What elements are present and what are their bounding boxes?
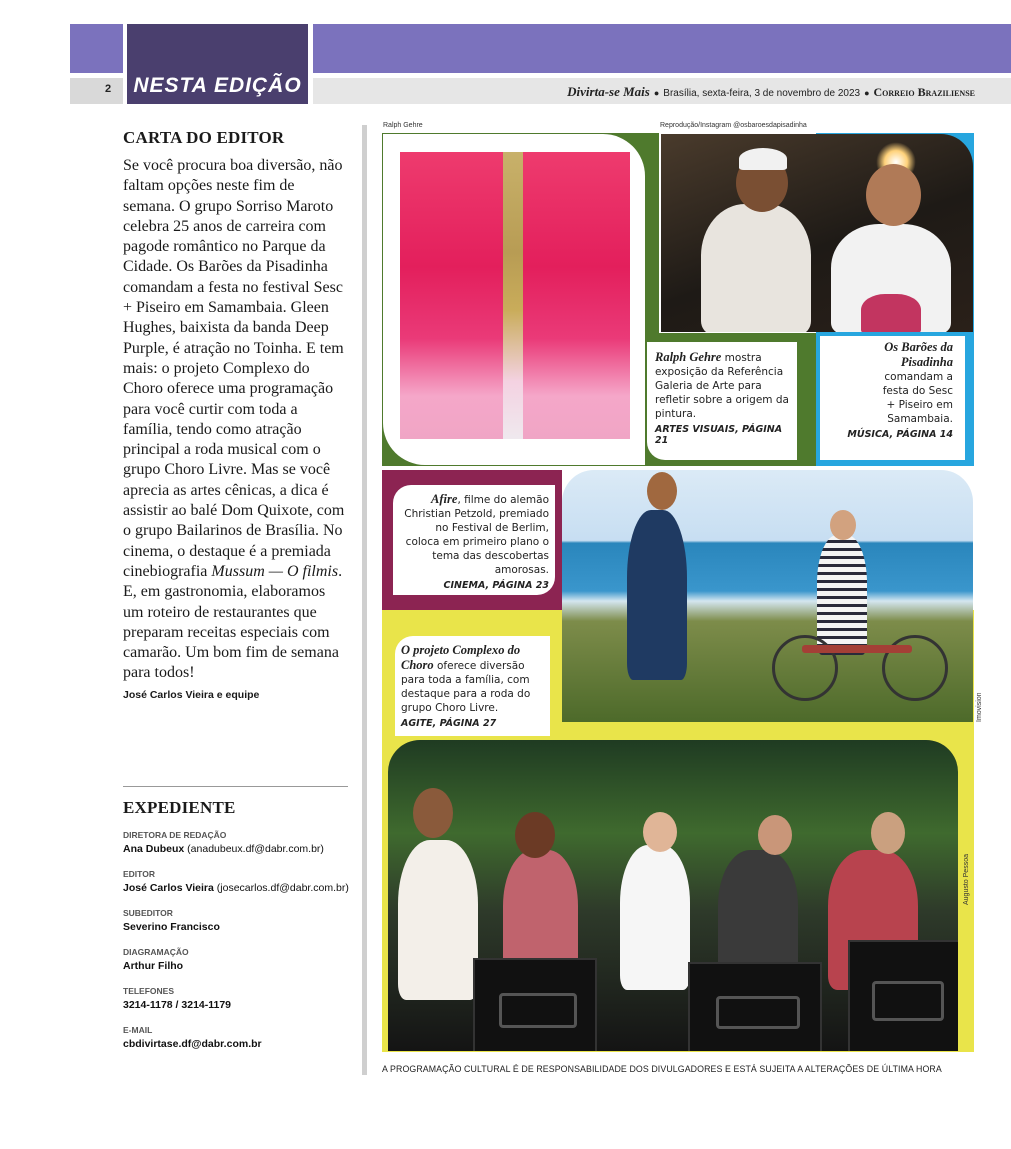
header-accent-square [70,24,123,73]
singer-left-cap [739,148,787,170]
caption-ralph-text: mostra exposição da Referência Galeria de Arte para refletir sobre a origem da pintura. [655,352,789,420]
photo-credit-painting: Ralph Gehre [383,122,423,129]
caption-choro-ref: AGITE, PÁGINA 27 [401,718,497,729]
director-name: Ana Dubeux [123,843,185,855]
editor-signature: José Carlos Vieira e equipe [123,688,260,701]
beach-photo [562,470,973,722]
caption-ralph-lead: Ralph Gehre [655,350,722,364]
header-color-bar [313,24,1011,73]
choro-stage-photo [388,740,958,1051]
expediente-email [123,1025,353,1050]
section-title: NESTA EDIÇÃO [133,74,302,97]
header-dateline [313,84,975,100]
layout-value [123,960,353,972]
editor-email[interactable]: (josecarlos.df@dabr.com.br) [213,882,349,894]
caption-baroes-lead: Os Barões da Pisadinha [884,340,953,369]
dateline-text: Brasília, sexta-feira, 3 de novembro de 2023 [663,88,861,99]
supplement-name: Divirta-se Mais [567,84,650,99]
email-label: E-MAIL [123,1025,153,1035]
editor-name: José Carlos Vieira [123,882,214,894]
layout-label: DIAGRAMAÇÃO [123,947,189,957]
musician-3 [620,845,690,990]
actress [817,535,867,655]
bicycle-frame [802,645,912,653]
newspaper-name: Correio Braziliense [873,85,975,99]
expediente-subeditor [123,908,353,933]
photo-credit-singers: Reprodução/Instagram @osbaroesdapisadinha [660,122,807,129]
caption-ralph-ref: ARTES VISUAIS, PÁGINA 21 [655,424,783,446]
caption-afire-lead: Afire [431,492,458,506]
column-separator [362,125,367,1075]
editor-letter [123,128,348,701]
expediente-editor [123,869,353,894]
director-value [123,843,353,855]
bullet-icon: ● [653,88,660,98]
expediente-phones [123,986,353,1011]
yellow-panel-strip [562,720,974,740]
musician-5-head [871,812,905,854]
subeditor-value [123,921,353,933]
musician-3-head [643,812,677,852]
subeditor-name: Severino Francisco [123,921,220,933]
actress-head [830,510,856,540]
caption-complexo-choro [395,636,550,736]
caption-choro-text: oferece diversão para toda a família, com destaque para a roda do grupo Choro Livre. [401,660,531,714]
photo-credit-stage: Augusto Pessoa [963,854,970,905]
actor-man-head [647,472,677,510]
subeditor-label: SUBEDITOR [123,908,173,918]
caption-ralph-gehre [647,342,797,460]
caption-choro-lead: O projeto Complexo do Choro [401,643,521,672]
singer-right-head [866,164,921,226]
email-value[interactable]: cbdivirtase.df@dabr.com.br [123,1038,262,1050]
stage-monitor-3 [848,940,958,1051]
editor-label: EDITOR [123,869,155,879]
singers-photo [661,134,973,332]
phones-label: TELEFONES [123,986,175,996]
actor-man [627,510,687,680]
director-label: DIRETORA DE REDAÇÃO [123,830,227,840]
caption-afire-text: , filme do alemão Christian Petzold, premiado no Festival de Berlim, coloca em primeiro plano o tema das descobertas amorosas. [404,494,549,576]
caption-afire [393,485,555,595]
expediente-director [123,830,353,855]
email-value-wrap [123,1038,353,1050]
caption-baroes-text: comandam a festa do Sesc + Piseiro em Samambaia. [882,371,953,425]
caption-baroes-ref: MÚSICA, PÁGINA 14 [847,429,953,440]
editor-letter-body [123,156,348,684]
photo-credit-beach: Imovision [976,692,983,722]
expediente-layout [123,947,353,972]
singer-right-shirt-print [861,294,921,332]
phones-value: 3214-1178 / 3214-1179 [123,999,232,1011]
phones-value-wrap [123,999,353,1011]
divider [123,786,348,787]
film-title: Mussum — O filmis [211,562,339,580]
expediente [123,798,353,1064]
layout-name: Arthur Filho [123,960,184,972]
editor-letter-text-end: . E, em gastronomia, elaboramos um roteiro de restaurantes que preparam receitas especiais com camarão. Um bom fim de semana para todos! [123,562,343,682]
painting-gold-stripe [503,152,523,439]
editor-value [123,882,353,894]
musician-1 [398,840,478,1000]
caption-afire-ref: CINEMA, PÁGINA 23 [443,580,549,591]
musician-4-head [758,815,792,855]
bullet-icon: ● [864,88,870,98]
stage-monitor-1 [473,958,597,1051]
editor-letter-text: Se você procura boa diversão, não faltam opções neste fim de semana. O grupo Sorriso Maroto celebra 25 anos de carreira com pagode romântico no Parque da Cidade. Os Barões da Pisadinha comandam a festa no festival Sesc + Piseiro em Samambaia. Gleen Hughes, baixista da banda Deep Purple, é atração no Toinha. E tem mais: o projeto Complexo do Choro oferece uma programação para você curtir com toda a família, tendo como atração principal a roda musical com o grupo Choro Livre. Mas se você aprecia as artes cênicas, a dica é assistir ao balé Dom Quixote, com o grupo Bailarinos de Brasília. No cinema, o destaque é a premiada cinebiografia [123,157,345,580]
footnote-disclaimer: A PROGRAMAÇÃO CULTURAL É DE RESPONSABILIDADE DOS DIVULGADORES E ESTÁ SUJEITA A ALTERAÇÕES DE ÚLTIMA HORA [382,1064,942,1074]
header-page-tab [70,78,123,104]
editor-letter-heading: CARTA DO EDITOR [123,128,285,147]
stage-monitor-2 [688,962,822,1051]
expediente-heading: EXPEDIENTE [123,798,236,817]
singer-left-body [701,204,811,332]
musician-1-head [413,788,453,838]
caption-baroes [828,338,961,458]
musician-2-head [515,812,555,858]
page-number: 2 [105,83,112,95]
director-email[interactable]: (anadubeux.df@dabr.com.br) [184,843,324,855]
